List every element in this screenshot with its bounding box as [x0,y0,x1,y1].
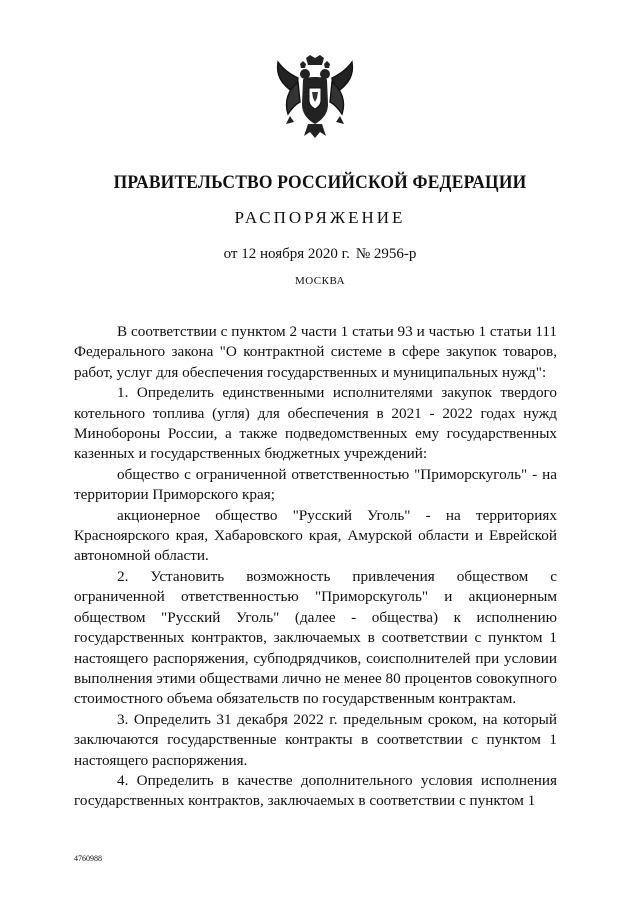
document-body [74,322,557,812]
paragraph-item-1-primorskugol: общество с ограниченной ответственностью "Приморскуголь" - на территории Приморского края; [74,465,557,504]
document-date: от 12 ноября 2020 г. [223,246,350,262]
paragraph-item-4: 4. Определить в качестве дополнительного условия исполнения государственных контрактов, заключаемых в соответствии с пунктом 1 [74,771,557,810]
document-date-line [0,246,640,263]
document-type: РАСПОРЯЖЕНИЕ [234,208,406,227]
document-number: № 2956-р [355,246,417,262]
paragraph-preamble: В соответствии с пунктом 2 части 1 статьи 93 и частью 1 статьи 111 Федерального закона "О контрактной системе в сфере закупок товаров, работ, услуг для обеспечения государственных и муниципальных нужд": [74,323,557,381]
organization-title: ПРАВИТЕЛЬСТВО РОССИЙСКОЙ ФЕДЕРАЦИИ [113,172,527,193]
paragraph-item-3: 3. Определить 31 декабря 2022 г. предельным сроком, на который заключаются государственные контракты в соответствии с пунктом 1 настоящего распоряжения. [74,710,557,769]
coat-of-arms-icon [270,54,360,148]
document-code: 4760988 [74,854,102,863]
city: МОСКВА [294,275,346,287]
paragraph-item-2: 2. Установить возможность привлечения обществом с ограниченной ответственностью "Приморскуголь" и акционерным обществом "Русский Уголь" (далее - общества) к исполнению государственных контрактов, заключаемых в соответствии с пунктом 1 настоящего распоряжения, субподрядчиков, соисполнителей при условии выполнения этими обществами лично не менее 80 процентов совокупного стоимостного объема обязательств по государственным контрактам. [74,567,557,708]
paragraph-item-1-russkiy-ugol: акционерное общество "Русский Уголь" - на территориях Красноярского края, Хабаровского края, Амурской области и Еврейской автономной области. [74,506,557,565]
paragraph-item-1: 1. Определить единственными исполнителями закупок твердого котельного топлива (угля) для обеспечения в 2021 - 2022 годах нужд Минобороны России, а также подведомственных ему государственных казенных и государственных бюджетных учреждений: [74,384,557,463]
